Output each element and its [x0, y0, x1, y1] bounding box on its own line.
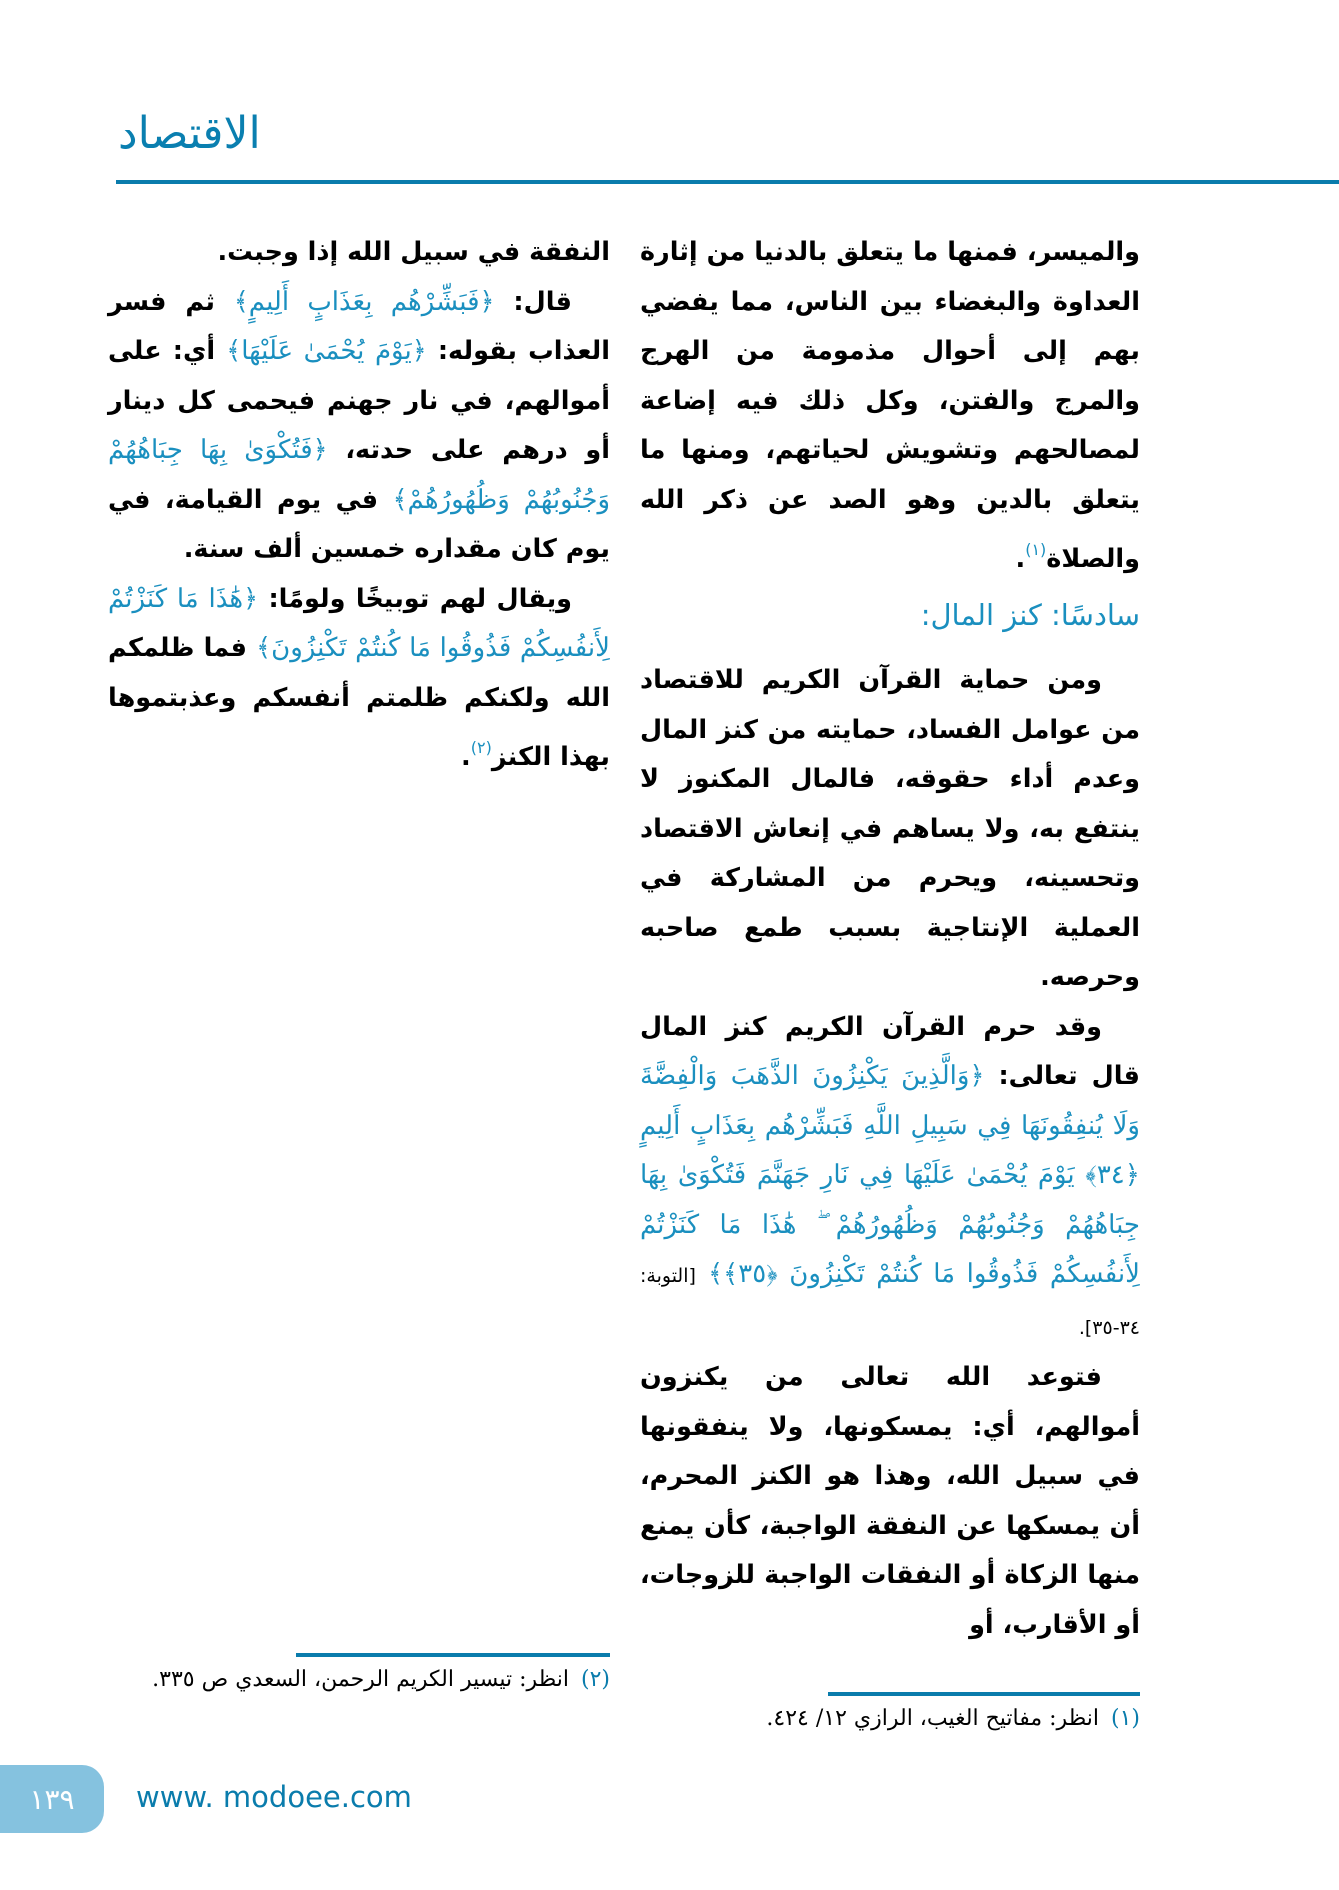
footnote-divider: [296, 1653, 610, 1657]
chapter-title: الاقتصاد: [118, 108, 261, 159]
ornament-open-icon: ﴿: [479, 286, 495, 317]
section-heading: سادسًا: كنز المال:: [920, 597, 1140, 632]
quran-verse: وَالَّذِينَ يَكْنِزُونَ الذَّهَبَ وَالْفِضَّةَ وَلَا يُنفِقُونَهَا فِي سَبِيلِ اللَّهِ فَبَشِّرْهُم بِعَذَابٍ أَلِيمٍ ﴿٣٤﴾ يَوْمَ يُحْمَىٰ عَلَيْهَا فِي نَارِ جَهَنَّمَ فَتُكْوَىٰ بِهَا جِبَاهُهُمْ وَجُنُوبُهُمْ وَظُهُورُهُمْ ۖ هَٰذَا مَا كَنَزْتُمْ لِأَنفُسِكُمْ فَذُوقُوا مَا كُنتُمْ تَكْنِزُونَ ﴿٣٥﴾: [640, 1061, 1140, 1289]
footnote-number: (١): [1110, 1706, 1140, 1731]
ornament-close-icon: ﴾: [256, 633, 272, 663]
ornament-open-icon: ﴿: [411, 336, 427, 366]
footnote-marker-2[interactable]: (٢): [470, 738, 492, 757]
period: .: [461, 742, 471, 772]
footnote-text: انظر: تيسير الكريم الرحمن، السعدي ص ٣٣٥.: [152, 1667, 569, 1692]
paragraph-text: قال:: [513, 286, 572, 317]
ornament-open-icon: ﴿: [312, 435, 328, 465]
page-number-tab: [0, 1765, 104, 1833]
paragraph-continuation: النفقة في سبيل الله إذا وجبت.: [217, 237, 610, 267]
footnote-divider: [828, 1692, 1140, 1696]
quran-verse: فَتُكْوَىٰ بِهَا جِبَاهُهُمْ وَجُنُوبُهُمْ وَظُهُورُهُمْ: [108, 435, 610, 515]
paragraph-explanation: [108, 278, 610, 575]
paragraph-text: في يوم القيامة، في يوم كان مقداره خمسين ألف سنة.: [108, 484, 610, 564]
period: .: [1015, 544, 1026, 574]
quran-verse: يَوْمَ يُحْمَىٰ عَلَيْهَا: [241, 336, 412, 366]
paragraph-threat: فتوعد الله تعالى من يكنزون أموالهم، أي: يمسكونها، ولا ينفقونها في سبيل الله، وهذا هو الكنز المحرم، أن يمسكها عن النفقة الواجبة، كأن يمنع منها الزكاة أو النفقات الواجبة للزوجات، أو الأقارب، أو: [640, 1362, 1140, 1640]
paragraph-text: وقد حرم القرآن الكريم كنز المال قال تعالى:: [640, 1011, 1140, 1091]
quran-verse: هَٰذَا مَا كَنَزْتُمْ لِأَنفُسِكُمْ فَذُوقُوا مَا كُنتُمْ تَكْنِزُونَ: [108, 583, 610, 663]
paragraph-text: والميسر، فمنها ما يتعلق بالدنيا من إثارة العداوة والبغضاء بين الناس، مما يفضي بهم إلى أحوال مذمومة من الهرج والمرج والفتن، وكل ذلك فيه إضاعة لمصالحهم وتشويش لحياتهم، ومنها ما يتعلق بالدين وهو الصد عن ذكر الله والصلاة: [640, 237, 1140, 574]
ornament-close-icon: ﴾: [392, 484, 408, 515]
header-divider: [116, 180, 1339, 184]
ornament-open-icon: ﴿: [969, 1061, 985, 1091]
verse-reference: [التوبة: ٣٤-٣٥].: [640, 1265, 1140, 1339]
ornament-close-icon: ﴾: [226, 336, 242, 366]
paragraph-rebuke: [108, 575, 610, 783]
ornament-open-icon: ﴿: [243, 583, 259, 614]
ornament-close-icon: ﴾: [233, 286, 249, 317]
footnote-marker-1[interactable]: (١): [1025, 540, 1047, 559]
paragraph-text: ويقال لهم توبيخًا ولومًا:: [268, 583, 572, 614]
paragraph-quran-prohibition: [640, 1003, 1140, 1354]
website-link[interactable]: www. modoee.com: [136, 1780, 412, 1814]
ornament-close-icon: ﴾: [708, 1259, 724, 1289]
footnote-text: انظر: مفاتيح الغيب، الرازي ١٢/ ٤٢٤.: [766, 1706, 1099, 1731]
footnote-2: [108, 1664, 610, 1696]
left-column: [108, 228, 610, 783]
quran-verse: فَبَشِّرْهُم بِعَذَابٍ أَلِيمٍ: [248, 286, 480, 317]
paragraph-gambling-harms: [640, 228, 1140, 585]
paragraph-hoarding-intro: ومن حماية القرآن الكريم للاقتصاد من عوامل الفساد، حمايته من كنز المال وعدم أداء حقوقه، فالمال المكنوز لا ينتفع به، ولا يساهم في إنعاش الاقتصاد وتحسينه، ويحرم من المشاركة في العملية الإنتاجية بسبب طمع صاحبه وحرصه.: [640, 665, 1140, 992]
paragraph-text: ثم فسر العذاب بقوله:: [108, 286, 610, 366]
footnote-number: (٢): [580, 1667, 610, 1692]
paragraph-text: فما ظلمكم الله ولكنكم ظلمتم أنفسكم وعذبتموها بهذا الكنز: [108, 633, 610, 772]
paragraph-text: أي: على أموالهم، في نار جهنم فيحمى كل دينار أو درهم على حدته،: [108, 336, 610, 465]
right-column: [640, 228, 1140, 1650]
footnote-1: [640, 1703, 1140, 1735]
page-number: ١٣٩: [29, 1782, 75, 1816]
